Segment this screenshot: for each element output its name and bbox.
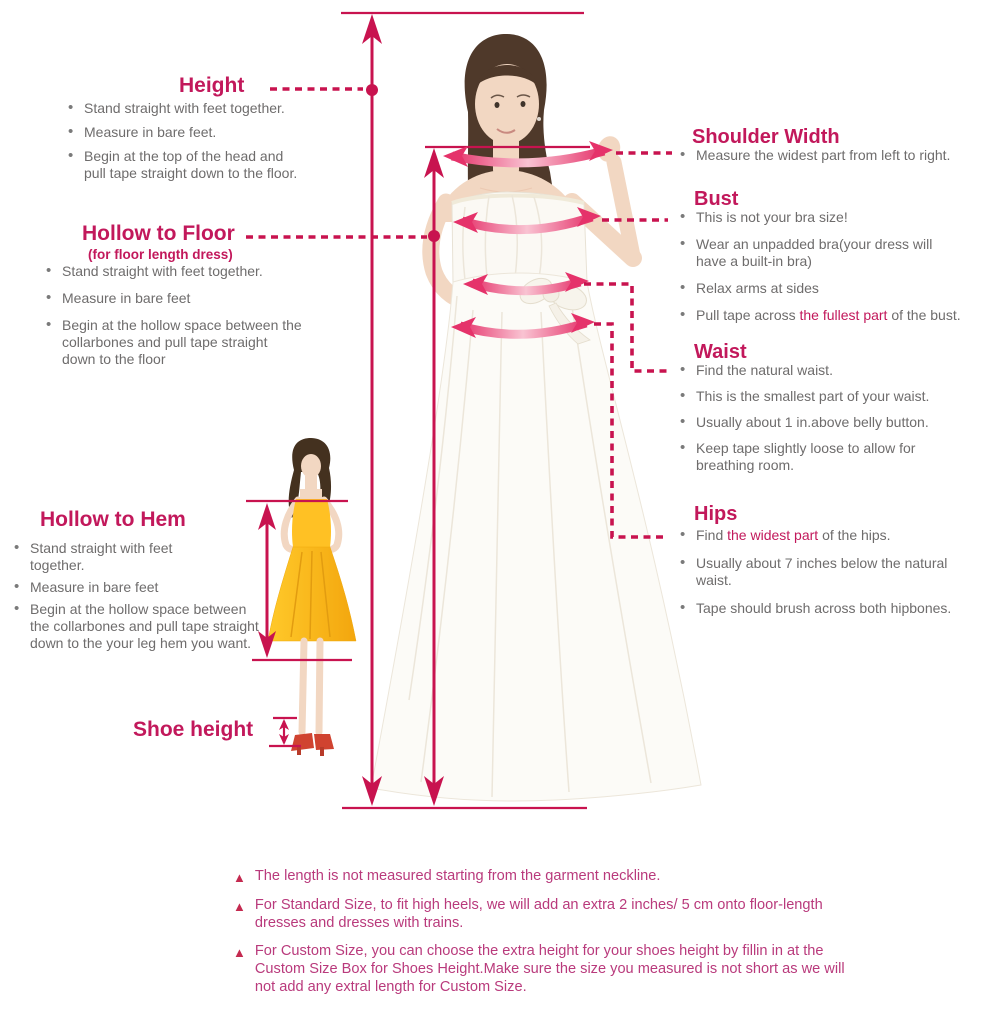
model-eye-right bbox=[521, 101, 526, 107]
note-row bbox=[233, 868, 855, 888]
height-anchor-dot bbox=[366, 84, 378, 96]
short-model-legs bbox=[302, 641, 320, 732]
hollow-anchor-dot bbox=[428, 230, 440, 242]
hollow-to-floor-instructions bbox=[44, 263, 344, 378]
section-title-hips: Hips bbox=[694, 503, 738, 525]
short-dress-model-illustration bbox=[268, 438, 356, 756]
note-row bbox=[233, 897, 830, 933]
dress-skirt bbox=[371, 273, 701, 801]
note-text: For Custom Size, you can choose the extra height for your shoes height by fillin in at the Custom Size Box for Shoes Height.Make sure the size you measured is not short as we will not add any extral length for Custom Size. bbox=[254, 943, 845, 995]
instruction-bullet: • Relax arms at sides bbox=[678, 280, 990, 297]
section-title-waist: Waist bbox=[694, 341, 747, 363]
section-title-shoe-height: Shoe height bbox=[133, 718, 254, 741]
section-title-hollow-to-floor: Hollow to Floor bbox=[82, 222, 235, 245]
bullet-text-highlight: the widest part bbox=[727, 527, 819, 543]
instruction-bullet: • Tape should brush across both hipbones. bbox=[678, 600, 990, 617]
model-eye-left bbox=[495, 102, 500, 108]
hollow-to-floor-subtitle: (for floor length dress) bbox=[88, 247, 233, 262]
instruction-bullet: • Wear an unpadded bra(your dress will have a built-in bra) bbox=[678, 236, 948, 270]
warning-triangle-icon: ▲ bbox=[233, 945, 246, 960]
bust-instructions bbox=[678, 209, 990, 334]
note-text: For Standard Size, to fit high heels, we will add an extra 2 inches/ 5 cm onto floor-length dresses and dresses with trains. bbox=[254, 897, 823, 931]
bullet-text: of the hips. bbox=[818, 527, 891, 543]
section-title-shoulder-width: Shoulder Width bbox=[692, 126, 840, 148]
bullet-text: Pull tape across bbox=[696, 307, 800, 324]
short-model-heel-left bbox=[297, 746, 301, 755]
short-model-shoe-left bbox=[291, 733, 314, 751]
model-earring bbox=[537, 117, 541, 121]
section-title-hollow-to-hem: Hollow to Hem bbox=[40, 508, 186, 531]
instruction-bullet: • Stand straight with feet together. bbox=[66, 100, 346, 117]
instruction-bullet: • Begin at the hollow space between the collarbones and pull tape straight down to the your leg hem you want. bbox=[12, 601, 262, 652]
bullet-text-highlight: the fullest part bbox=[799, 307, 888, 324]
main-model-illustration bbox=[371, 34, 701, 801]
instruction-bullet bbox=[678, 527, 990, 544]
bullet-text: of the bust. bbox=[887, 307, 961, 324]
bullet-text: Find bbox=[696, 527, 728, 543]
hollow-to-hem-instructions bbox=[12, 540, 272, 657]
instruction-bullet: • This is not your bra size! bbox=[678, 209, 990, 226]
waist-instructions bbox=[678, 362, 990, 483]
short-model-heel-right bbox=[320, 747, 324, 756]
instruction-bullet: • Measure in bare feet bbox=[44, 290, 344, 307]
note-row bbox=[233, 943, 855, 996]
instruction-bullet: • Stand straight with feet together. bbox=[44, 263, 344, 280]
warning-triangle-icon: ▲ bbox=[233, 870, 246, 885]
hips-instructions bbox=[678, 527, 990, 628]
short-model-face bbox=[301, 454, 321, 478]
instruction-bullet: • Find the natural waist. bbox=[678, 362, 990, 379]
section-title-height: Height bbox=[179, 74, 245, 97]
instruction-bullet: • Measure in bare feet. bbox=[66, 124, 346, 141]
instruction-bullet: • Begin at the hollow space between the collarbones and pull tape straight down to the floor bbox=[44, 317, 304, 368]
short-dress-bodice bbox=[292, 499, 331, 547]
instruction-bullet: • Begin at the top of the head and pull tape straight down to the floor. bbox=[66, 148, 302, 182]
instruction-bullet: • Keep tape slightly loose to allow for breathing room. bbox=[678, 440, 951, 474]
instruction-bullet: • Measure the widest part from left to right. bbox=[678, 147, 990, 164]
warning-triangle-icon: ▲ bbox=[233, 899, 246, 914]
shoulder-width-instructions bbox=[678, 147, 990, 174]
instruction-bullet bbox=[678, 307, 990, 324]
section-title-bust: Bust bbox=[694, 188, 739, 210]
instruction-bullet: • Usually about 1 in.above belly button. bbox=[678, 414, 990, 431]
instruction-bullet: • Usually about 7 inches below the natural waist. bbox=[678, 555, 981, 589]
instruction-bullet: • Measure in bare feet bbox=[12, 579, 272, 596]
note-text: The length is not measured starting from the garment neckline. bbox=[254, 868, 661, 884]
instruction-bullet: • Stand straight with feet together. bbox=[12, 540, 215, 574]
height-instructions bbox=[66, 100, 346, 189]
instruction-bullet: • This is the smallest part of your waist. bbox=[678, 388, 990, 405]
